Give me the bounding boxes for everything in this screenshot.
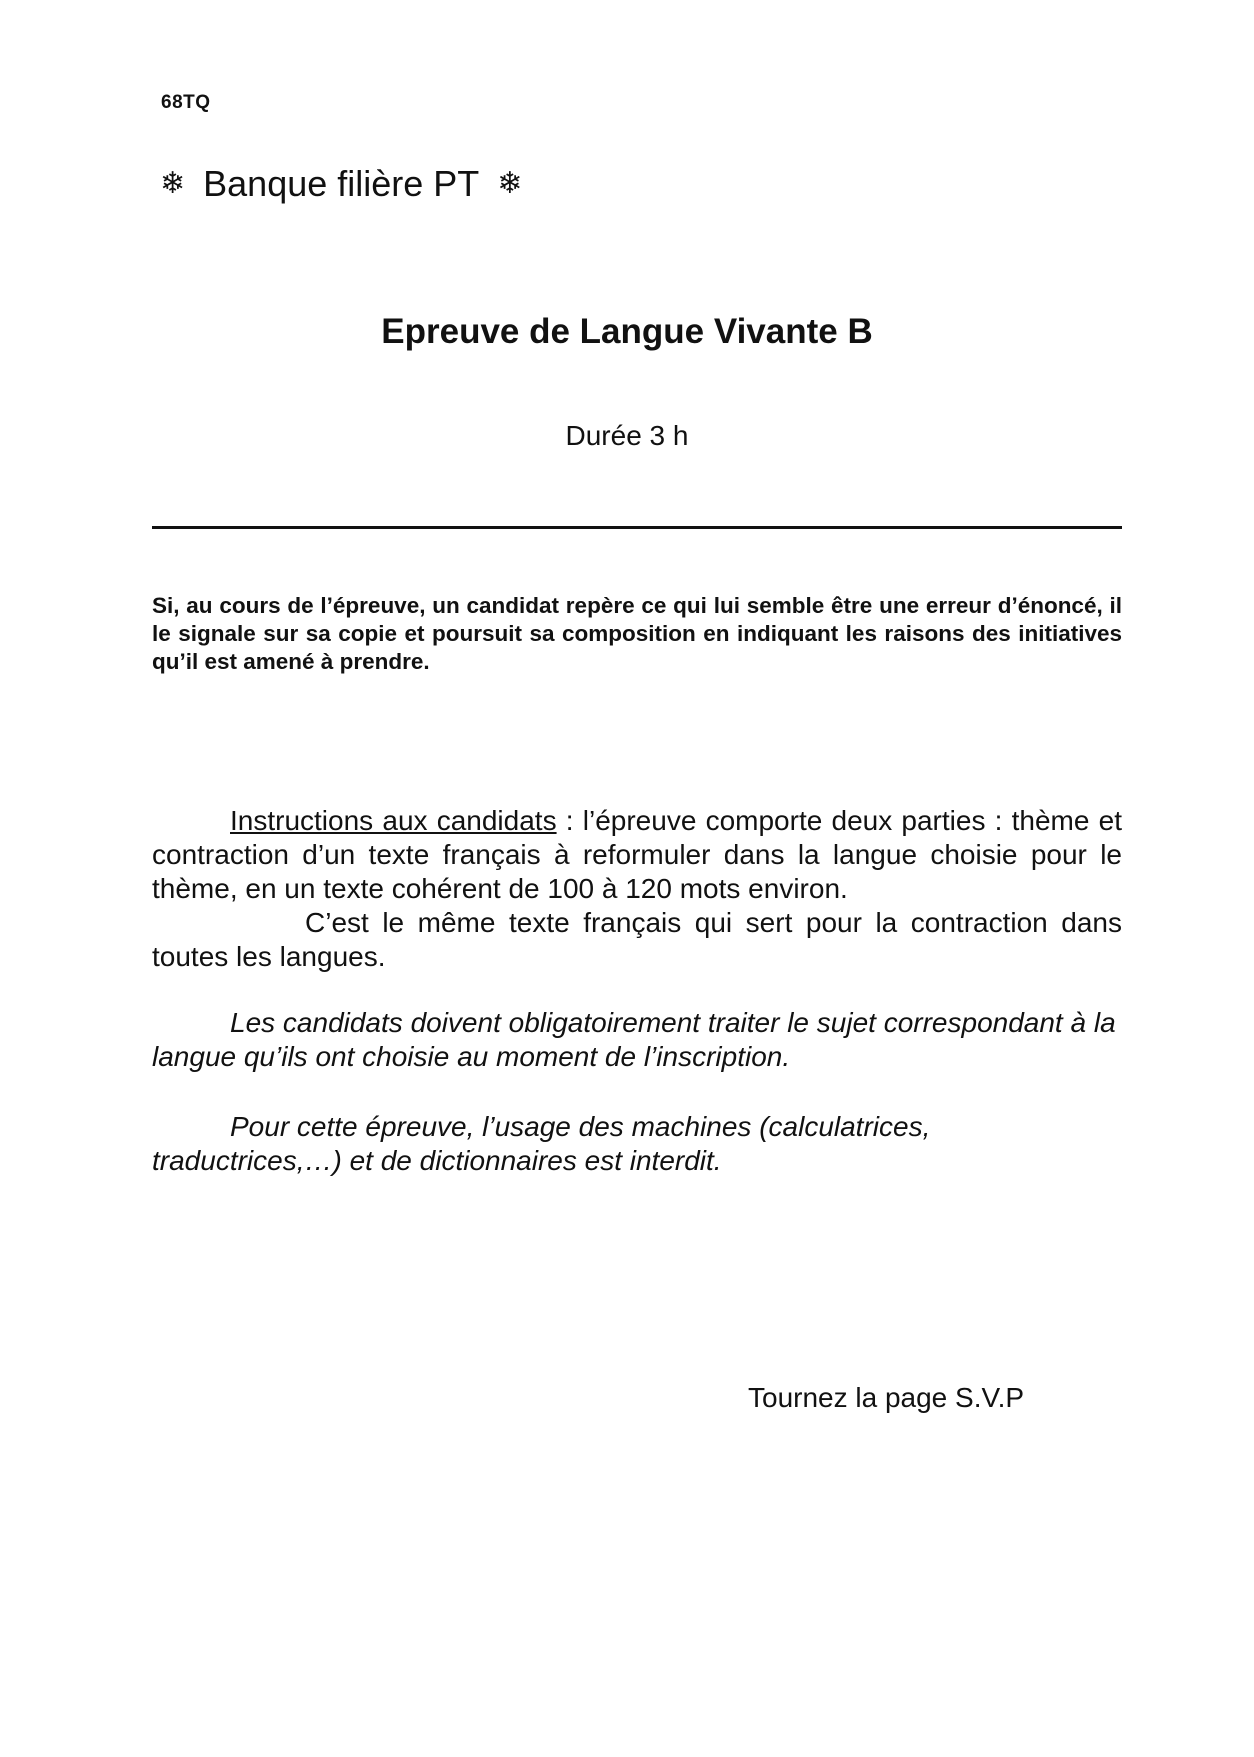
- bank-title-text: Banque filière PT: [203, 163, 480, 204]
- instructions-section: [152, 804, 1122, 974]
- exam-duration: Durée 3 h: [565, 420, 689, 451]
- language-rule: [152, 1006, 1122, 1074]
- instructions-paragraph-2: C’est le même texte français qui sert pour la contraction dans toutes les langues.: [152, 907, 1122, 972]
- error-notice: Si, au cours de l’épreuve, un candidat repère ce qui lui semble être une erreur d’énoncé, il le signale sur sa copie et poursuit sa composition en indiquant les raisons des initiatives qu’il est amené à prendre.: [152, 593, 1122, 674]
- divider: [152, 526, 1122, 529]
- instructions-paragraph: [152, 804, 1122, 906]
- instructions-label: Instructions aux candidats: [230, 805, 557, 836]
- snowflake-icon: ❄: [160, 167, 186, 200]
- page-code: 68TQ: [161, 92, 211, 113]
- exam-title: Epreuve de Langue Vivante B: [381, 312, 873, 351]
- bank-title: [160, 163, 522, 205]
- machines-rule: [152, 1110, 1122, 1178]
- machines-rule-text: Pour cette épreuve, l’usage des machines (calculatrices, traductrices,…) et de dictionnaires est interdit.: [152, 1111, 931, 1176]
- language-rule-text: Les candidats doivent obligatoirement traiter le sujet correspondant à la langue qu’ils ont choisie au moment de l’inscription.: [152, 1007, 1116, 1072]
- turn-page-note: Tournez la page S.V.P: [748, 1382, 1025, 1413]
- snowflake-icon: ❄: [497, 167, 523, 200]
- instructions-separator: :: [556, 805, 583, 836]
- instructions-text: l’épreuve comporte deux parties : thème et contraction d’un texte français à reformuler dans la langue choisie pour le thème, en un texte cohérent de 100 à 120 mots environ.: [152, 805, 1122, 904]
